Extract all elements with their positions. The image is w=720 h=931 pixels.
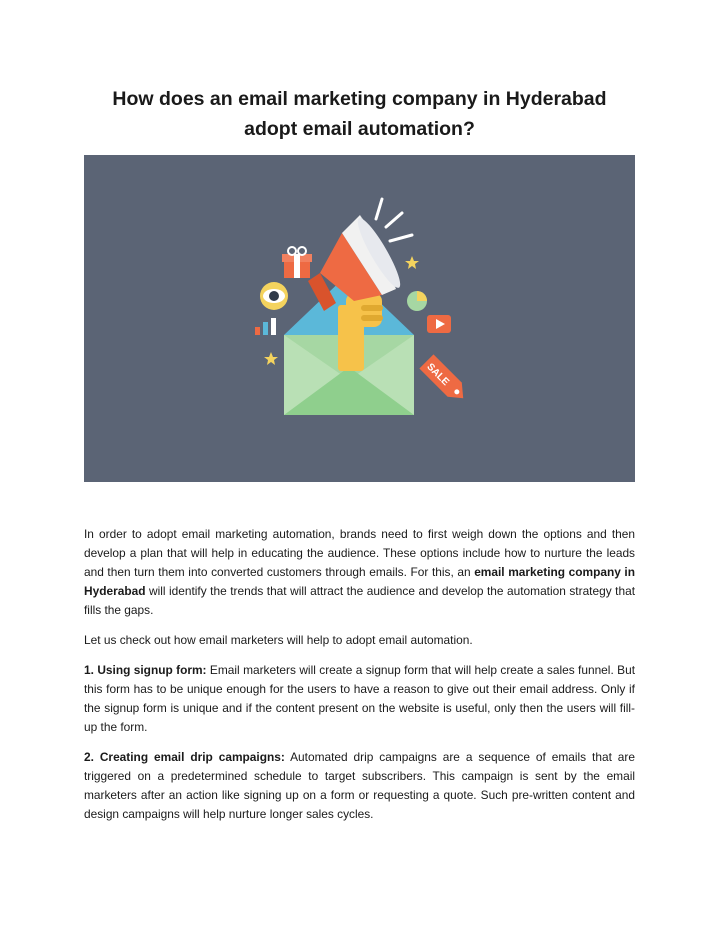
pie-chart-icon bbox=[407, 291, 427, 311]
eye-icon bbox=[260, 282, 288, 310]
sale-tag-label: SALE bbox=[424, 361, 451, 389]
play-icon bbox=[427, 315, 451, 333]
lead-paragraph: Let us check out how email marketers will help to adopt email automation. bbox=[84, 633, 473, 647]
point-heading: 1. Using signup form: bbox=[84, 663, 207, 677]
megaphone-icon bbox=[308, 199, 412, 311]
point-heading: 2. Creating email drip campaigns: bbox=[84, 750, 285, 764]
bar-chart-icon bbox=[255, 318, 276, 335]
page-title: How does an email marketing company in Hyderabad adopt email automation? bbox=[112, 88, 607, 140]
intro-paragraph bbox=[84, 525, 635, 620]
intro-text-end: will identify the trends that will attract the audience and develop the automation strategy that fills the gaps. bbox=[84, 584, 635, 617]
hero-illustration bbox=[84, 155, 635, 482]
article-body bbox=[84, 525, 635, 835]
intro-text: In order to adopt email marketing automation, brands need to first weigh down the options and then develop a plan that will help in educating the audience. These options include how to nurture the leads and then turn them into converted customers through emails. For this, an bbox=[84, 527, 635, 579]
point-text: Email marketers will create a signup form that will help create a sales funnel. But this form has to be unique enough for the users to have a reason to give out their email address. Only if the signup form is unique and if the content present on the website is useful, only then the users will fill-up the form. bbox=[84, 663, 635, 734]
point-text: Automated drip campaigns are a sequence of emails that are triggered on a predetermined schedule to target subscribers. This campaign is sent by the email marketers after an action like signing up on a form or requesting a quote. Such pre-written content and design campaigns will help nurture longer sales cycles. bbox=[84, 750, 635, 821]
point-paragraph bbox=[84, 748, 635, 824]
intro-link-text: email marketing company in Hyderabad bbox=[84, 565, 635, 598]
point-paragraph bbox=[84, 661, 635, 737]
gift-icon bbox=[282, 247, 312, 278]
sale-tag-icon bbox=[419, 354, 470, 405]
